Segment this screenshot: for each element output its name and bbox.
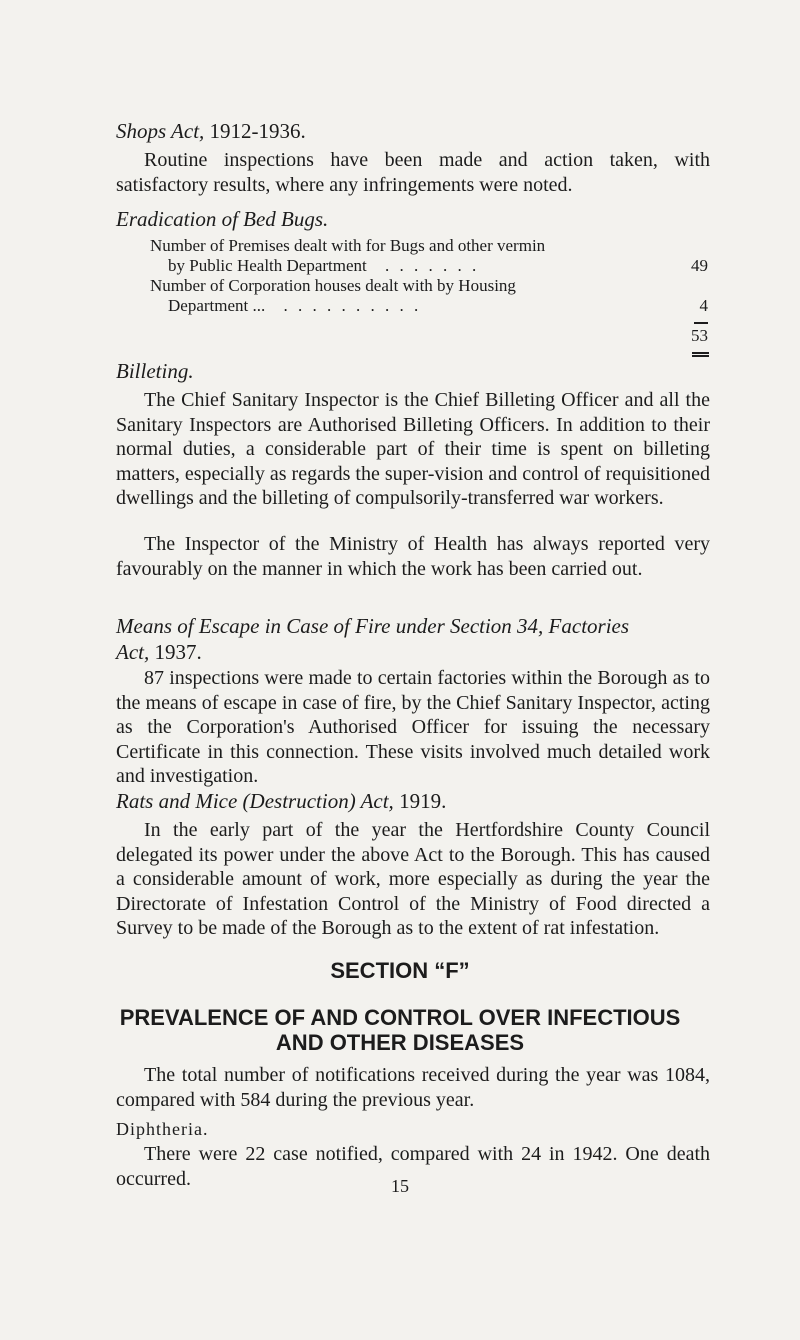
shops-act-years: 1912-1936. (209, 119, 306, 143)
bed-bugs-row2-label: Department ... (168, 296, 266, 315)
rats-mice-title: Rats and Mice (Destruction) Act, (116, 789, 394, 813)
section-f-text: The total number of notifications received during the year was 1084, compared with 584 during the previous year. (116, 1064, 710, 1111)
sum-rule (694, 322, 708, 324)
means-of-escape-paragraph (116, 666, 710, 789)
rats-mice-paragraph (116, 818, 710, 941)
bed-bugs-total: 53 (691, 326, 708, 345)
rats-mice-heading (116, 788, 446, 814)
bed-bugs-row2-line1: Number of Corporation houses dealt with by Housing (150, 276, 516, 295)
means-of-escape-heading-line1: Means of Escape in Case of Fire under Section 34, Factories (116, 614, 630, 638)
section-f-paragraph (116, 1063, 710, 1112)
section-f-subtitle-line1: PREVALENCE OF AND CONTROL OVER INFECTIOUS (119, 1005, 681, 1030)
bed-bugs-row1-label: by Public Health Department (168, 256, 367, 275)
shops-act-text: Routine inspections have been made and action taken, with satisfactory results, where any infringements were noted. (116, 149, 710, 196)
billeting-paragraph-1 (116, 388, 710, 511)
bed-bugs-row1-line2 (168, 256, 479, 276)
bed-bugs-row1-value: 49 (691, 256, 708, 275)
bed-bugs-heading: Eradication of Bed Bugs. (116, 207, 329, 231)
billeting-text-1: The Chief Sanitary Inspector is the Chief Billeting Officer and all the Sanitary Inspectors are Authorised Billeting Officers. In addition to their normal duties, a considerable part of their time is spent on billeting matters, especially as regards the super-vision and control of requisitioned dwellings and the billeting of compulsorily-transferred war workers. (116, 389, 710, 509)
billeting-heading: Billeting. (116, 359, 194, 383)
rats-mice-text: In the early part of the year the Hertfordshire County Council delegated its power under the above Act to the Borough. This has caused a considerable amount of work, more especially as during the year the Directorate of Infestation Control of the Ministry of Food directed a Survey to be made of the Borough as to the extent of rat infestation. (116, 819, 710, 939)
shops-act-heading (116, 118, 306, 144)
section-f-title: SECTION “F” (330, 958, 470, 983)
means-of-escape-act: Act, (116, 640, 150, 664)
total-rule-bottom (692, 355, 709, 357)
bed-bugs-row1-dots: . . . . . . . (385, 256, 480, 275)
bed-bugs-row2-line2 (168, 296, 421, 316)
diphtheria-text: There were 22 case notified, compared with 24 in 1942. One death occurred. (116, 1143, 710, 1190)
rats-mice-year: 1919. (399, 789, 447, 813)
page-number: 15 (391, 1176, 409, 1196)
section-f-subtitle-line2: AND OTHER DISEASES (275, 1030, 525, 1055)
bed-bugs-row1-line1: Number of Premises dealt with for Bugs and other vermin (150, 236, 546, 255)
billeting-paragraph-2 (116, 532, 710, 581)
shops-act-paragraph (116, 148, 710, 197)
total-rule-top (692, 352, 709, 354)
means-of-escape-heading-line2 (116, 639, 202, 665)
means-of-escape-year: 1937. (154, 640, 202, 664)
diphtheria-heading: Diphtheria. (116, 1119, 209, 1139)
bed-bugs-row2-value: 4 (699, 296, 708, 315)
means-of-escape-text: 87 inspections were made to certain factories within the Borough as to the means of escape in case of fire, by the Chief Sanitary Inspector, acting as the Corporation's Authorised Officer for issuing the necessary Certificate in this connection. These visits involved much detailed work and investigation. (116, 667, 710, 787)
bed-bugs-row2-dots: . . . . . . . . . . (283, 296, 422, 315)
billeting-text-2: The Inspector of the Ministry of Health has always reported very favourably on the manner in which the work has been carried out. (116, 533, 710, 580)
shops-act-title: Shops Act, (116, 119, 205, 143)
